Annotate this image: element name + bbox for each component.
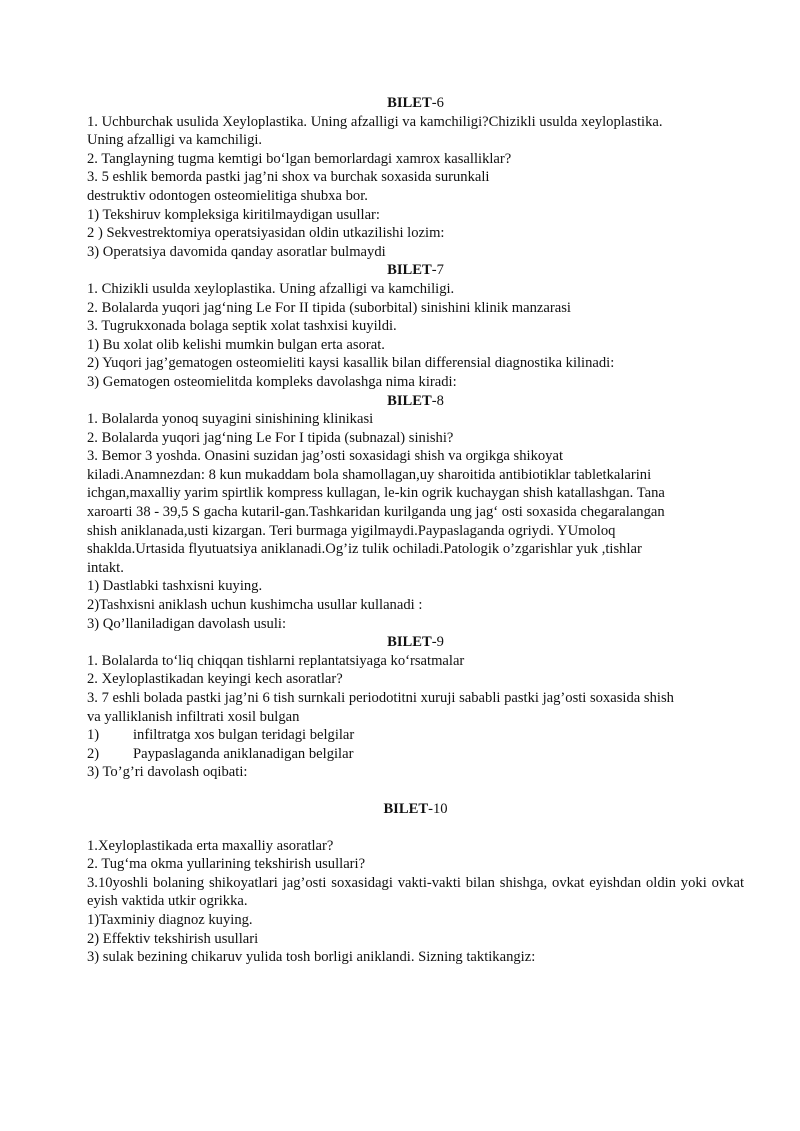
spacer	[87, 819, 744, 837]
ticket-8-title	[87, 392, 744, 411]
list-text: Paypaslaganda aniklanadigan belgilar	[133, 745, 354, 762]
list-number: 1)	[87, 727, 100, 744]
ticket-9-line: 3) To’g’ri davolash oqibati:	[87, 764, 248, 781]
ticket-9-line: 1. Bolalarda to‘liq chiqqan tishlarni replantatsiyaga ko‘rsatmalar	[87, 652, 465, 669]
ticket-6-line: 3. 5 eshlik bemorda pastki jag’ni shox va burchak soxasida surunkali	[87, 169, 490, 186]
ticket-title-label: BILET	[387, 392, 432, 409]
ticket-8-line: xaroarti 38 - 39,5 S gacha kutaril-gan.Tashkaridan kurilganda ung jag‘ osti soxasida chegaralangan	[87, 504, 665, 521]
ticket-6-line: 3) Operatsiya davomida qanday asoratlar bulmaydi	[87, 243, 386, 260]
ticket-10-line: 1.Xeyloplastikada erta maxalliy asoratlar?	[87, 837, 334, 854]
ticket-7-line: 2) Yuqori jag’gematogen osteomieliti kaysi kasallik bilan differensial diagnostika kilinadi:	[87, 355, 615, 372]
ticket-title-label: BILET	[387, 262, 432, 279]
ticket-6-line: 1) Tekshiruv kompleksiga kiritilmaydigan usullar:	[87, 206, 380, 223]
ticket-9-tabbed-item	[87, 726, 744, 745]
ticket-6-line: 2. Tanglayning tugma kemtigi bo‘lgan bemorlardagi xamrox kasalliklar?	[87, 150, 512, 167]
ticket-title-label: BILET	[387, 95, 432, 111]
ticket-title-number: -8	[431, 392, 444, 409]
ticket-6-line: Uning afzalligi va kamchiligi.	[87, 132, 263, 149]
ticket-10-paragraph: 3.10yoshli bolaning shikoyatlari jag’osti soxasidagi vakti-vakti bilan shishga, ovkat eyishdan oldin yoki ovkat eyish vaktida utkir ogrikka.	[87, 874, 744, 910]
ticket-6-title	[87, 94, 744, 113]
ticket-10-line: 2) Effektiv tekshirish usullari	[87, 930, 259, 947]
ticket-8-line: shaklda.Urtasida flyutuatsiya aniklanadi.Og’iz tulik ochiladi.Patologik o’zgarishlar yuk ,tishlar	[87, 541, 642, 558]
ticket-8-line: kiladi.Anamnezdan: 8 kun mukaddam bola shamollagan,uy sharoitida antibiotiklar tabletkalarini	[87, 466, 652, 483]
ticket-9-tabbed-item	[87, 745, 744, 764]
ticket-title-label: BILET	[387, 634, 432, 651]
ticket-7-line: 3) Gematogen osteomielitda kompleks davolashga nima kiradi:	[87, 373, 457, 390]
ticket-10-line: 2. Tug‘ma okma yullarining tekshirish usullari?	[87, 856, 366, 873]
ticket-10-line: 3) sulak bezining chikaruv yulida tosh borligi aniklandi. Sizning taktikangiz:	[87, 949, 536, 966]
ticket-7-line: 1) Bu xolat olib kelishi mumkin bulgan erta asorat.	[87, 336, 385, 353]
ticket-title-number: -10	[428, 800, 448, 817]
ticket-6-line: 1. Uchburchak usulida Xeyloplastika. Uning afzalligi va kamchiligi?Chizikli usulda xeyloplastika.	[87, 113, 663, 130]
ticket-9-line: va yalliklanish infiltrati xosil bulgan	[87, 708, 300, 725]
ticket-9-line: 3. 7 eshli bolada pastki jag’ni 6 tish surnkali periodotitni xuruji sababli pastki jag’osti soxasida shish	[87, 690, 674, 706]
ticket-6-line: destruktiv odontogen osteomielitiga shubxa bor.	[87, 187, 368, 204]
ticket-9-title	[87, 633, 744, 652]
ticket-9-line: 2. Xeyloplastikadan keyingi kech asoratlar?	[87, 671, 343, 688]
ticket-10-line: 1)Taxminiy diagnoz kuying.	[87, 911, 253, 928]
ticket-8-line: 1) Dastlabki tashxisni kuying.	[87, 578, 263, 595]
ticket-7-title	[87, 261, 744, 280]
ticket-8-line: intakt.	[87, 559, 124, 576]
ticket-7-line: 2. Bolalarda yuqori jag‘ning Le For II tipida (suborbital) sinishini klinik manzarasi	[87, 299, 571, 316]
ticket-title-number: -9	[431, 634, 444, 651]
ticket-10-title	[87, 800, 744, 819]
ticket-6-line: 2 ) Sekvestrektomiya operatsiyasidan oldin utkazilishi lozim:	[87, 225, 445, 242]
ticket-7-line: 1. Chizikli usulda xeyloplastika. Uning afzalligi va kamchiligi.	[87, 280, 455, 297]
spacer	[87, 782, 744, 800]
ticket-8-line: 2)Tashxisni aniklash uchun kushimcha usullar kullanadi :	[87, 597, 423, 614]
document-body	[87, 94, 744, 967]
ticket-title-number: -6	[431, 95, 444, 111]
ticket-8-line: 3) Qo’llaniladigan davolash usuli:	[87, 615, 287, 632]
ticket-8-line: 1. Bolalarda yonoq suyagini sinishining klinikasi	[87, 411, 374, 428]
list-text: infiltratga xos bulgan teridagi belgilar	[133, 727, 355, 744]
ticket-8-line: shish aniklanada,usti kizargan. Teri burmaga yigilmaydi.Paypaslaganda ogriydi. YUmoloq	[87, 522, 616, 539]
ticket-title-label: BILET	[383, 800, 429, 817]
ticket-title-number: -7	[431, 262, 444, 279]
ticket-7-line: 3. Tugrukxonada bolaga septik xolat tashxisi kuyildi.	[87, 318, 397, 335]
ticket-8-line: 3. Bemor 3 yoshda. Onasini suzidan jag’osti soxasidagi shish va orgikga shikoyat	[87, 448, 563, 465]
ticket-8-line: 2. Bolalarda yuqori jag‘ning Le For I tipida (subnazal) sinishi?	[87, 429, 454, 446]
ticket-8-line: ichgan,maxalliy yarim spirtlik kompress kullagan, le-kin ogrik kuchaygan shish katallashgan. Tana	[87, 485, 665, 502]
list-number: 2)	[87, 745, 100, 762]
